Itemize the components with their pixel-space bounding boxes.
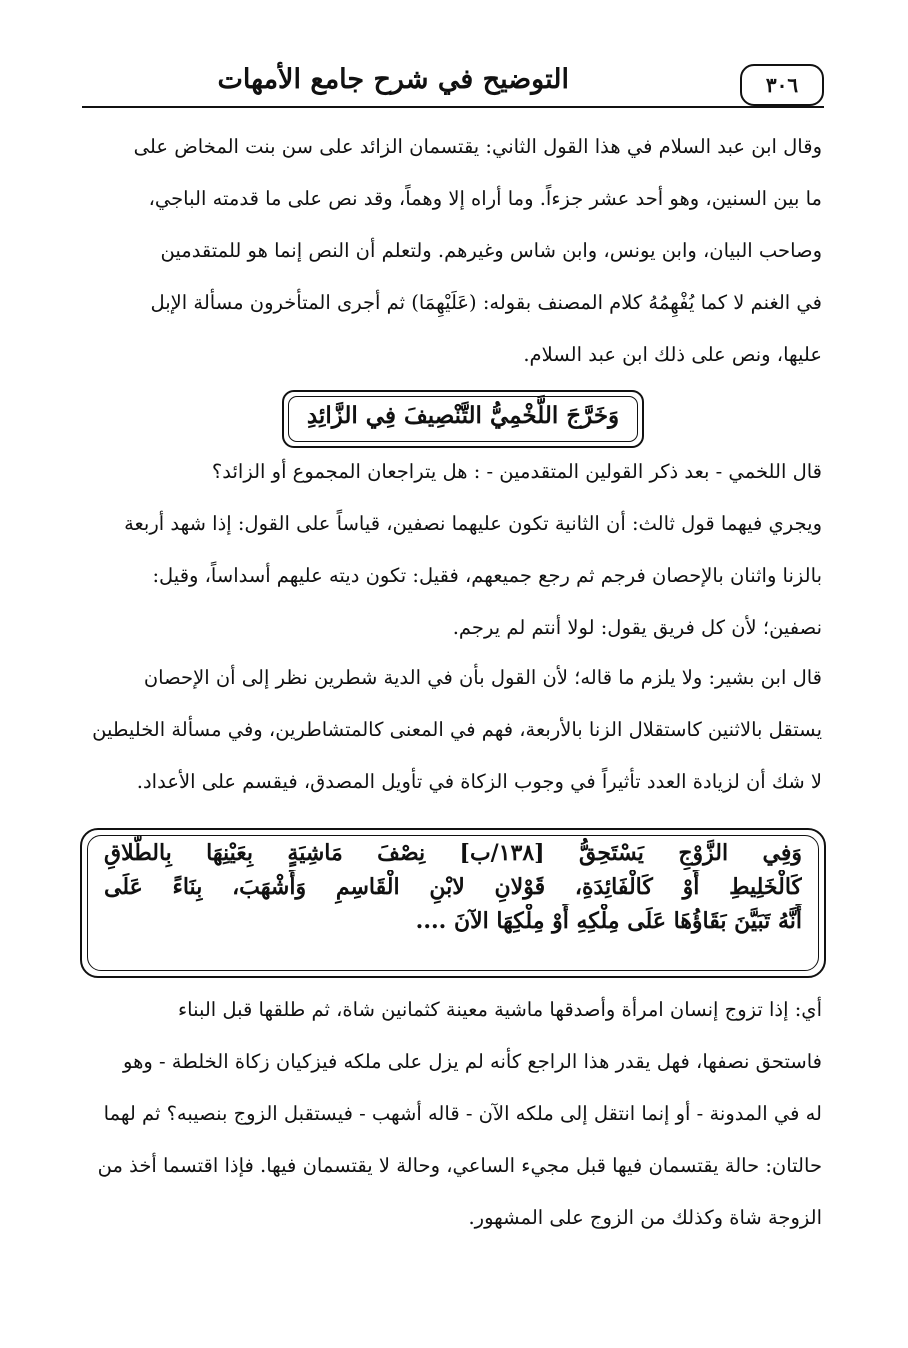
paragraph-3	[80, 652, 822, 808]
header-divider	[82, 106, 824, 108]
paragraph-4	[80, 984, 822, 1244]
text-line: وصاحب البيان، وابن يونس، وابن شاس وغيرهم. ولتعلم أن النص إنما هو للمتقدمين	[160, 239, 822, 262]
paragraph-2	[80, 446, 822, 654]
text-line: قال ابن بشير: ولا يلزم ما قاله؛ لأن القول بأن في الدية شطرين نظر إلى أن الإحصان	[143, 666, 822, 689]
text-line: له في المدونة - أو إنما انتقل إلى ملكه الآن - قاله أشهب - فيستقبل الزوج بنصيبه؟ ثم لهما	[103, 1102, 822, 1125]
text-line: بالزنا واثنان بالإحصان فرجم ثم رجع جميعهم، فقيل: تكون ديته عليهم أسداساً، وقيل:	[152, 564, 822, 587]
page-number: ٣٠٦	[740, 64, 824, 106]
text-line: نصفين؛ لأن كل فريق يقول: لولا أنتم لم يرجم.	[452, 616, 822, 639]
text-line: قال اللخمي - بعد ذكر القولين المتقدمين - : هل يتراجعان المجموع أو الزائد؟	[211, 460, 822, 483]
matn-text	[104, 836, 802, 938]
text-line: يستقل بالاثنين كاستقلال الزنا بالأربعة، فهم في المعنى كالمتشاطرين، وفي مسألة الخليطين	[92, 718, 822, 741]
text-line: وقال ابن عبد السلام في هذا القول الثاني: يقتسمان الزائد على سن بنت المخاض على	[133, 135, 822, 158]
text-line: لا شك أن لزيادة العدد تأثيراً في وجوب الزكاة في تأويل المصدق، فيقسم على الأعداد.	[136, 770, 822, 793]
paragraph-1	[80, 121, 822, 381]
page-header	[82, 58, 824, 112]
text-line: الزوجة شاة وكذلك من الزوج على المشهور.	[468, 1206, 822, 1229]
matn-line: كَالْخَلِيطِ أَوْ كَالْفَائِدَةِ، قَوْلانِ لابْنِ الْقَاسِمِ وَأَشْهَبَ، بِنَاءً عَلَى	[104, 874, 802, 900]
matn-text-box	[80, 828, 826, 978]
text-line: فاستحق نصفها، فهل يقدر هذا الراجع كأنه لم يزل على ملكه فيزكيان زكاة الخلطة - وهو	[123, 1050, 822, 1073]
text-line: أي: إذا تزوج إنسان امرأة وأصدقها ماشية معينة كثمانين شاة، ثم طلقها قبل البناء	[177, 998, 822, 1021]
matn-line: وَفِي الزَّوْجِ يَسْتَحِقُّ [١٣٨/ب] نِصْفَ مَاشِيَةٍ بِعَيْنِهَا بِالطَّلاقِ	[104, 840, 802, 866]
text-line: حالتان: حالة يقتسمان فيها قبل مجيء الساعي، وحالة لا يقتسمان فيها. فإذا اقتسما أخذ من	[97, 1154, 822, 1177]
text-line: عليها، ونص على ذلك ابن عبد السلام.	[523, 343, 822, 366]
text-line: ويجري فيهما قول ثالث: أن الثانية تكون عليهما نصفين، قياساً على القول: إذا شهد أربعة	[124, 512, 822, 535]
section-heading: وَخَرَّجَ اللَّخْمِيُّ التَّنْصِيفَ فِي الزَّائِدِ	[306, 402, 620, 429]
text-line: في الغنم لا كما يُفْهِمُهُ كلام المصنف بقوله: (عَلَيْهِمَا) ثم أجرى المتأخرون مسألة الإبل	[150, 291, 822, 314]
section-heading-box	[282, 390, 644, 448]
matn-line: أَنَّهُ تَبَيَّنَ بَقَاؤُهَا عَلَى مِلْكِهِ أَوْ مِلْكِهَا الآنَ ....	[415, 908, 802, 934]
running-title: التوضيح في شرح جامع الأمهات	[217, 64, 569, 95]
text-line: ما بين السنين، وهو أحد عشر جزءاً. وما أراه إلا وهماً، وقد نص على ما قدمته الباجي،	[148, 187, 822, 210]
